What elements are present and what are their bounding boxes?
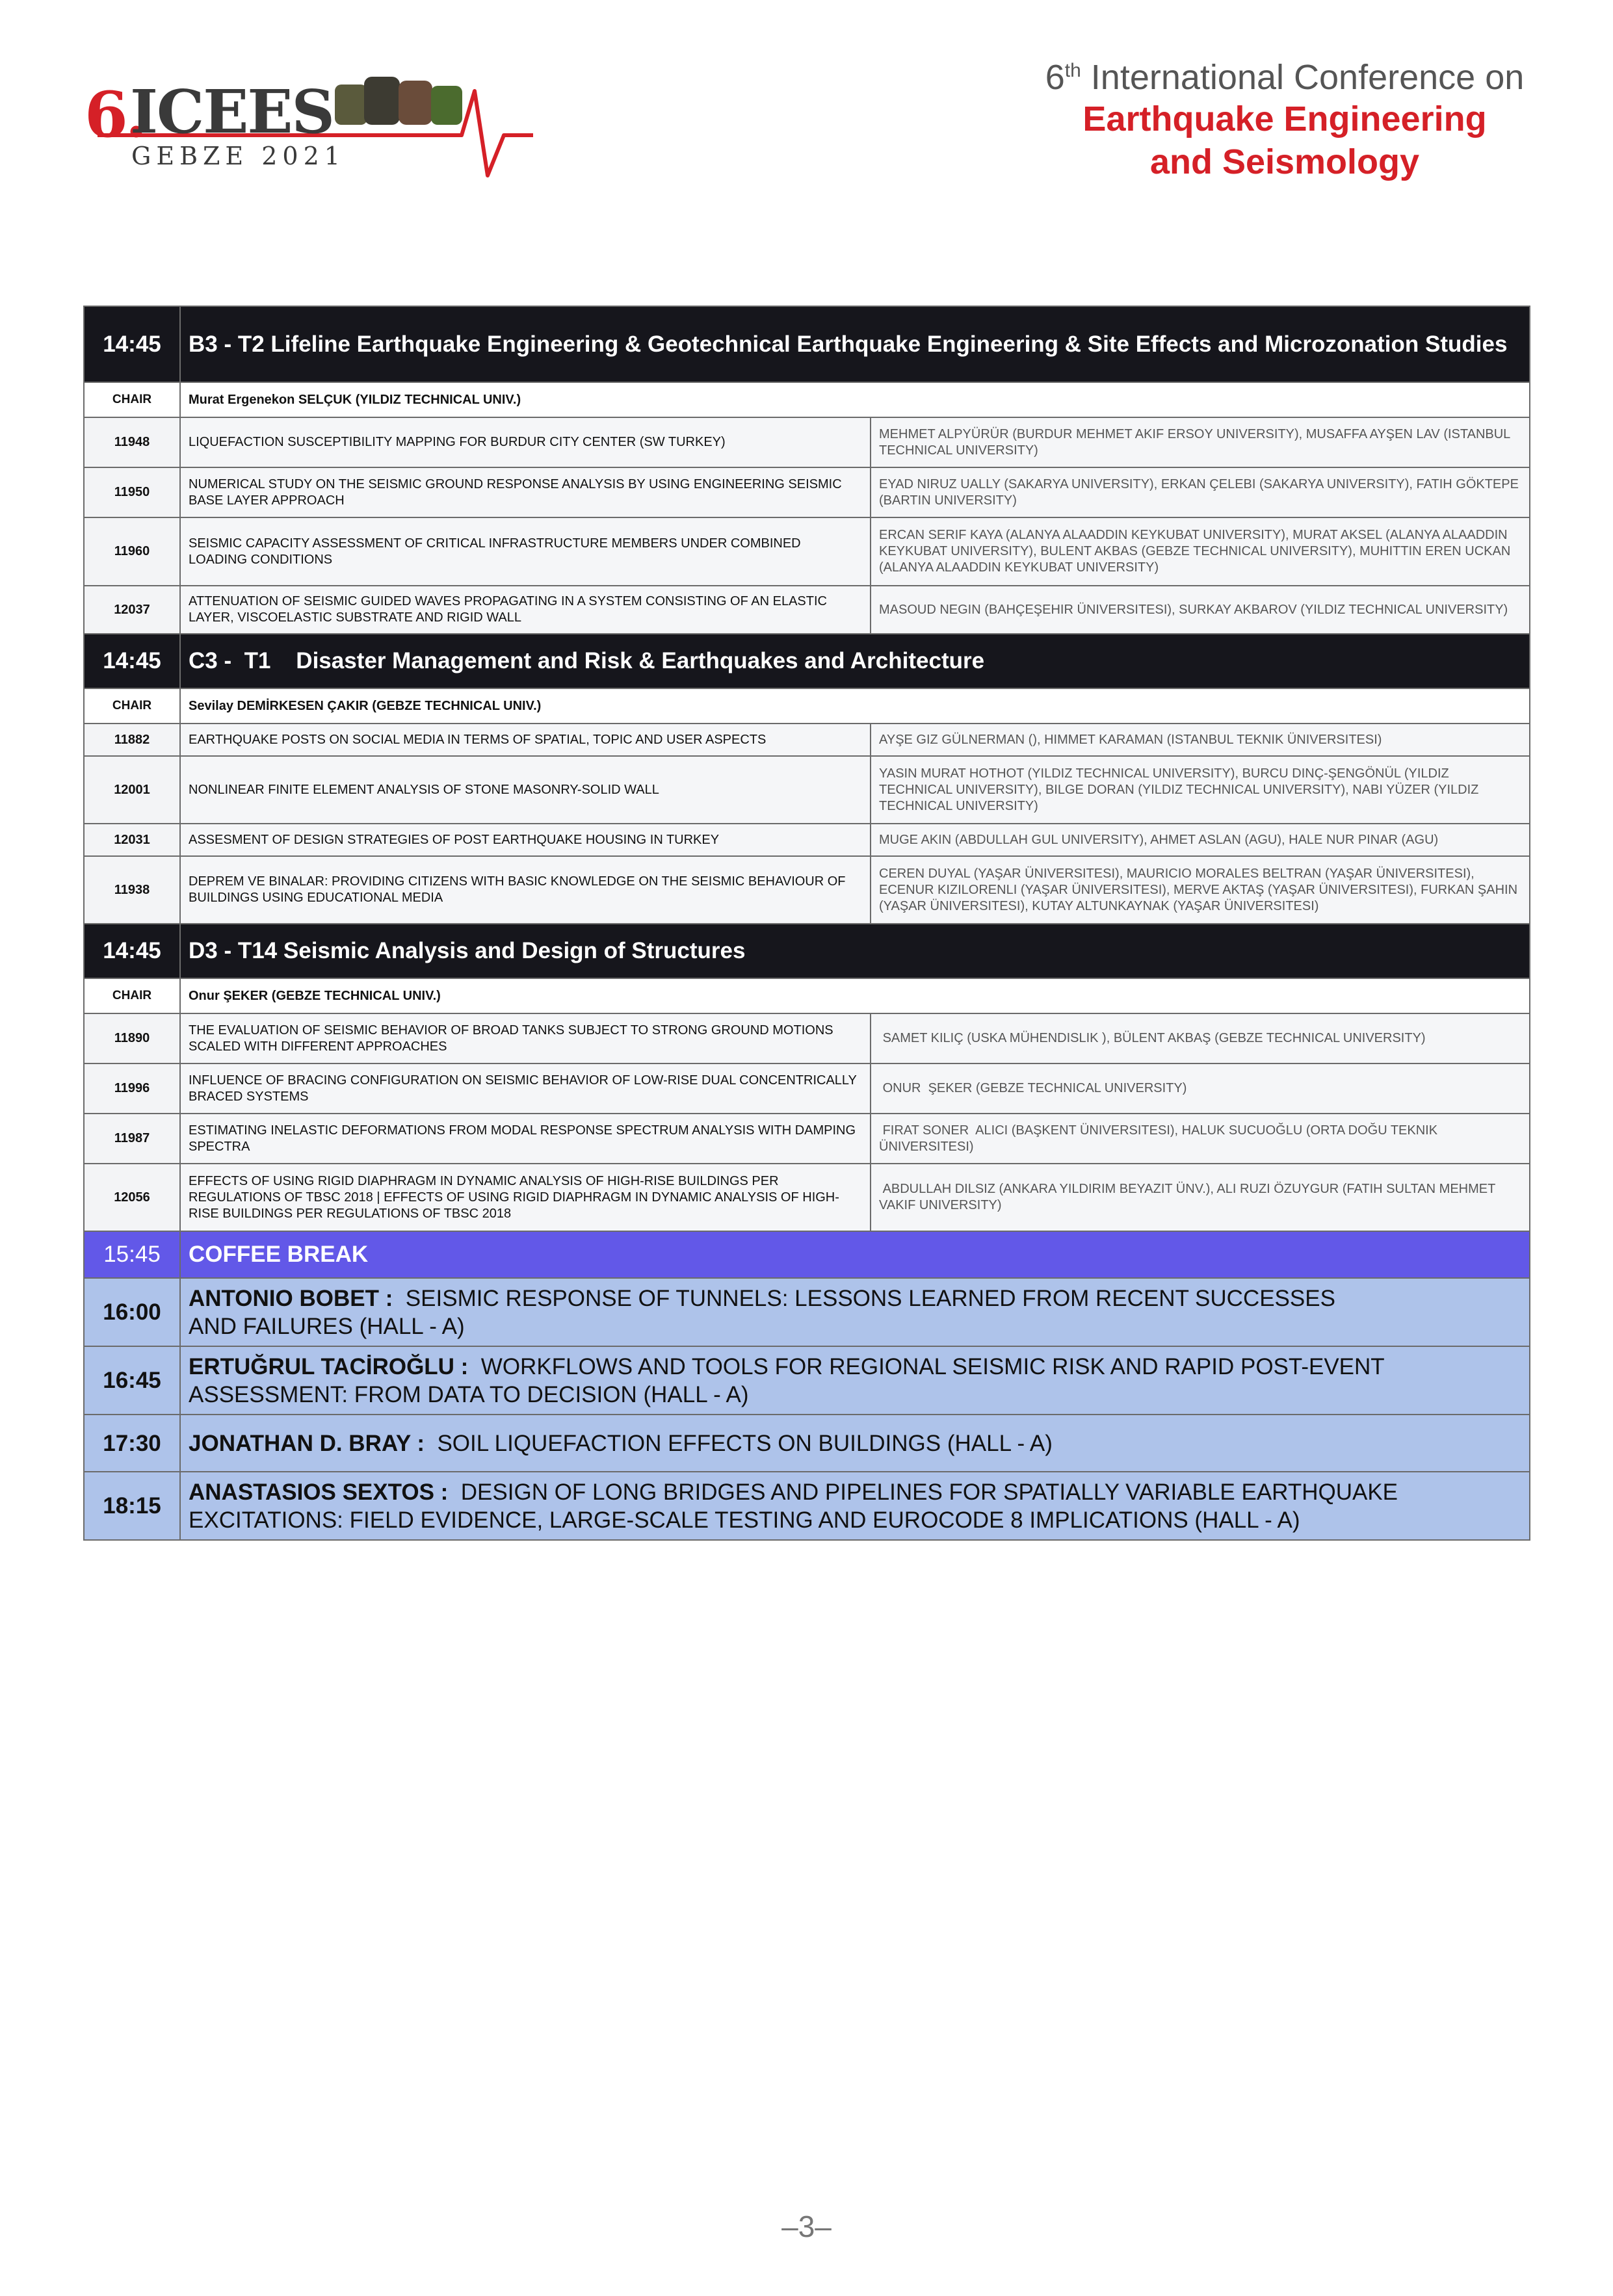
paper-row [84, 856, 1530, 924]
chair-row [84, 978, 1530, 1013]
paper-row [84, 586, 1530, 634]
keynote-row [84, 1472, 1530, 1540]
keynote-talk: WORKFLOWS AND TOOLS FOR REGIONAL SEISMIC RISK AND RAPID POST-EVENT [468, 1353, 1385, 1379]
paper-title: ASSESMENT OF DESIGN STRATEGIES OF POST EARTHQUAKE HOUSING IN TURKEY [180, 824, 871, 856]
paper-authors: ERCAN SERIF KAYA (ALANYA ALAADDIN KEYKUBAT UNIVERSITY), MURAT AKSEL (ALANYA ALAADDIN KEYKUBAT UNIVERSITY), BULENT AKBAS (GEBZE TECHNICAL UNIVERSITY), MUHITTIN EREN UCKAN (ALANYA ALAADDIN KEYKUBAT UNIVERSITY) [871, 517, 1530, 586]
paper-row [84, 1063, 1530, 1114]
paper-row [84, 467, 1530, 517]
paper-authors: YASIN MURAT HOTHOT (YILDIZ TECHNICAL UNIVERSITY), BURCU DINÇ-ŞENGÖNÜL (YILDIZ TECHNICAL UNIVERSITY), BILGE DORAN (YILDIZ TECHNICAL UNIVERSITY), NABI YÜZER (YILDIZ TECHNICAL UNIVERSITY) [871, 756, 1530, 824]
keynote-entry [180, 1415, 1530, 1472]
conference-title-line1: 6th International Conference on [1045, 58, 1525, 97]
keynote-entry [180, 1278, 1530, 1346]
chair-row [84, 688, 1530, 724]
paper-title: SEISMIC CAPACITY ASSESSMENT OF CRITICAL INFRASTRUCTURE MEMBERS UNDER COMBINED LOADING CONDITIONS [180, 517, 871, 586]
paper-id: 11960 [84, 517, 180, 586]
keynote-row [84, 1415, 1530, 1472]
paper-id: 11938 [84, 856, 180, 924]
paper-id: 11996 [84, 1063, 180, 1114]
session-title: B3 - T2 Lifeline Earthquake Engineering & Geotechnical Earthquake Engineering & Site Effects and Microzonation Studies [180, 306, 1530, 382]
keynote-talk: DESIGN OF LONG BRIDGES AND PIPELINES FOR SPATIALLY VARIABLE EARTHQUAKE [448, 1479, 1398, 1505]
paper-id: 11950 [84, 467, 180, 517]
coffee-time: 15:45 [84, 1231, 180, 1278]
paper-row [84, 1013, 1530, 1063]
keynote-time: 18:15 [84, 1472, 180, 1540]
paper-title: EARTHQUAKE POSTS ON SOCIAL MEDIA IN TERMS OF SPATIAL, TOPIC AND USER ASPECTS [180, 724, 871, 756]
keynote-row [84, 1346, 1530, 1415]
paper-row [84, 1164, 1530, 1231]
paper-id: 11882 [84, 724, 180, 756]
paper-id: 12031 [84, 824, 180, 856]
session-title: D3 - T14 Seismic Analysis and Design of Structures [180, 924, 1530, 978]
paper-row [84, 724, 1530, 756]
page-number: –3– [781, 2210, 832, 2243]
keynote-speaker: ERTUĞRUL TACİROĞLU : [189, 1353, 469, 1379]
coffee-title: COFFEE BREAK [180, 1231, 1530, 1278]
paper-row [84, 417, 1530, 467]
session-title: C3 - T1 Disaster Management and Risk & Earthquakes and Architecture [180, 634, 1530, 688]
paper-authors: ABDULLAH DILSIZ (ANKARA YILDIRIM BEYAZIT ÜNV.), ALI RUZI ÖZUYGUR (FATIH SULTAN MEHMET VAKIF UNIVERSITY) [871, 1164, 1530, 1231]
paper-title: ATTENUATION OF SEISMIC GUIDED WAVES PROPAGATING IN A SYSTEM CONSISTING OF AN ELASTIC LAYER, VISCOELASTIC SUBSTRATE AND RIGID WALL [180, 586, 871, 634]
programme-table [83, 306, 1530, 1541]
team-photo-icon [335, 72, 465, 130]
chair-name: Onur ŞEKER (GEBZE TECHNICAL UNIV.) [180, 978, 1530, 1013]
conference-logo [78, 65, 546, 189]
paper-title: INFLUENCE OF BRACING CONFIGURATION ON SEISMIC BEHAVIOR OF LOW-RISE DUAL CONCENTRICALLY BRACED SYSTEMS [180, 1063, 871, 1114]
paper-row [84, 756, 1530, 824]
paper-authors: MUGE AKIN (ABDULLAH GUL UNIVERSITY), AHMET ASLAN (AGU), HALE NUR PINAR (AGU) [871, 824, 1530, 856]
session-header [84, 306, 1530, 382]
paper-id: 12056 [84, 1164, 180, 1231]
paper-authors: ONUR ŞEKER (GEBZE TECHNICAL UNIVERSITY) [871, 1063, 1530, 1114]
paper-row [84, 824, 1530, 856]
session-header [84, 924, 1530, 978]
keynote-entry [180, 1472, 1530, 1540]
chair-label: CHAIR [84, 978, 180, 1013]
session-time: 14:45 [84, 924, 180, 978]
keynote-row [84, 1278, 1530, 1346]
keynote-speaker: JONATHAN D. BRAY : [189, 1430, 425, 1456]
logo-wordmark: ICEES [130, 77, 334, 147]
keynote-talk: SEISMIC RESPONSE OF TUNNELS: LESSONS LEARNED FROM RECENT SUCCESSES [393, 1285, 1335, 1311]
paper-title: ESTIMATING INELASTIC DEFORMATIONS FROM MODAL RESPONSE SPECTRUM ANALYSIS WITH DAMPING SPECTRA [180, 1114, 871, 1164]
keynote-talk-cont: EXCITATIONS: FIELD EVIDENCE, LARGE-SCALE TESTING AND EUROCODE 8 IMPLICATIONS (HALL - A) [189, 1507, 1300, 1533]
chair-name: Murat Ergenekon SELÇUK (YILDIZ TECHNICAL UNIV.) [180, 382, 1530, 417]
paper-title: NONLINEAR FINITE ELEMENT ANALYSIS OF STONE MASONRY-SOLID WALL [180, 756, 871, 824]
paper-row [84, 1114, 1530, 1164]
keynote-speaker: ANASTASIOS SEXTOS : [189, 1479, 449, 1505]
paper-id: 11987 [84, 1114, 180, 1164]
logo-number: 6. [85, 78, 145, 151]
paper-title: THE EVALUATION OF SEISMIC BEHAVIOR OF BROAD TANKS SUBJECT TO STRONG GROUND MOTIONS SCALED WITH DIFFERENT APPROACHES [180, 1013, 871, 1063]
paper-id: 11948 [84, 417, 180, 467]
keynote-time: 16:00 [84, 1278, 180, 1346]
conference-title-line2: Earthquake Engineering [1082, 99, 1487, 138]
paper-row [84, 517, 1530, 586]
paper-authors: FIRAT SONER ALICI (BAŞKENT ÜNIVERSITESI), HALUK SUCUOĞLU (ORTA DOĞU TEKNIK ÜNIVERSITESI) [871, 1114, 1530, 1164]
keynote-talk: SOIL LIQUEFACTION EFFECTS ON BUILDINGS (HALL - A) [425, 1430, 1053, 1456]
chair-name: Sevilay DEMİRKESEN ÇAKIR (GEBZE TECHNICAL UNIV.) [180, 688, 1530, 724]
paper-title: DEPREM VE BINALAR: PROVIDING CITIZENS WITH BASIC KNOWLEDGE ON THE SEISMIC BEHAVIOUR OF BUILDINGS USING EDUCATIONAL MEDIA [180, 856, 871, 924]
paper-title: NUMERICAL STUDY ON THE SEISMIC GROUND RESPONSE ANALYSIS BY USING ENGINEERING SEISMIC BASE LAYER APPROACH [180, 467, 871, 517]
paper-authors: MASOUD NEGIN (BAHÇEŞEHIR ÜNIVERSITESI), SURKAY AKBAROV (YILDIZ TECHNICAL UNIVERSITY) [871, 586, 1530, 634]
paper-id: 11890 [84, 1013, 180, 1063]
paper-title: LIQUEFACTION SUSCEPTIBILITY MAPPING FOR BURDUR CITY CENTER (SW TURKEY) [180, 417, 871, 467]
chair-label: CHAIR [84, 382, 180, 417]
paper-authors: EYAD NIRUZ UALLY (SAKARYA UNIVERSITY), ERKAN ÇELEBI (SAKARYA UNIVERSITY), FATIH GÖKTEPE (BARTIN UNIVERSITY) [871, 467, 1530, 517]
conference-title [1038, 57, 1532, 183]
paper-authors: CEREN DUYAL (YAŞAR ÜNIVERSITESI), MAURICIO MORALES BELTRAN (YAŞAR ÜNIVERSITESI), ECENUR KIZILORENLI (YAŞAR ÜNIVERSITESI), MERVE AKTAŞ (YAŞAR ÜNIVERSITESI), FURKAN ŞAHIN (YAŞAR ÜNIVERSITESI), KUTAY ALTUNKAYNAK (YAŞAR ÜNIVERSITESI) [871, 856, 1530, 924]
logo-subtitle: GEBZE 2021 [131, 142, 345, 170]
session-header [84, 634, 1530, 688]
paper-authors: SAMET KILIÇ (USKA MÜHENDISLIK ), BÜLENT AKBAŞ (GEBZE TECHNICAL UNIVERSITY) [871, 1013, 1530, 1063]
chair-label: CHAIR [84, 688, 180, 724]
chair-row [84, 382, 1530, 417]
conference-title-line3: and Seismology [1149, 142, 1420, 181]
keynote-time: 17:30 [84, 1415, 180, 1472]
paper-authors: AYŞE GIZ GÜLNERMAN (), HIMMET KARAMAN (ISTANBUL TEKNIK ÜNIVERSITESI) [871, 724, 1530, 756]
keynote-speaker: ANTONIO BOBET : [189, 1285, 393, 1311]
coffee-break-row [84, 1231, 1530, 1278]
paper-authors: MEHMET ALPYÜRÜR (BURDUR MEHMET AKIF ERSOY UNIVERSITY), MUSAFFA AYŞEN LAV (ISTANBUL TECHNICAL UNIVERSITY) [871, 417, 1530, 467]
session-time: 14:45 [84, 634, 180, 688]
session-time: 14:45 [84, 306, 180, 382]
keynote-entry [180, 1346, 1530, 1415]
keynote-time: 16:45 [84, 1346, 180, 1415]
keynote-talk-cont: ASSESSMENT: FROM DATA TO DECISION (HALL - A) [189, 1381, 749, 1407]
paper-title: EFFECTS OF USING RIGID DIAPHRAGM IN DYNAMIC ANALYSIS OF HIGH-RISE BUILDINGS PER REGULATIONS OF TBSC 2018 | EFFECTS OF USING RIGID DIAPHRAGM IN DYNAMIC ANALYSIS OF HIGH-RISE BUILDINGS PER REGULATIONS OF TBSC 2018 [180, 1164, 871, 1231]
paper-id: 12001 [84, 756, 180, 824]
keynote-talk-cont: AND FAILURES (HALL - A) [189, 1313, 465, 1339]
paper-id: 12037 [84, 586, 180, 634]
